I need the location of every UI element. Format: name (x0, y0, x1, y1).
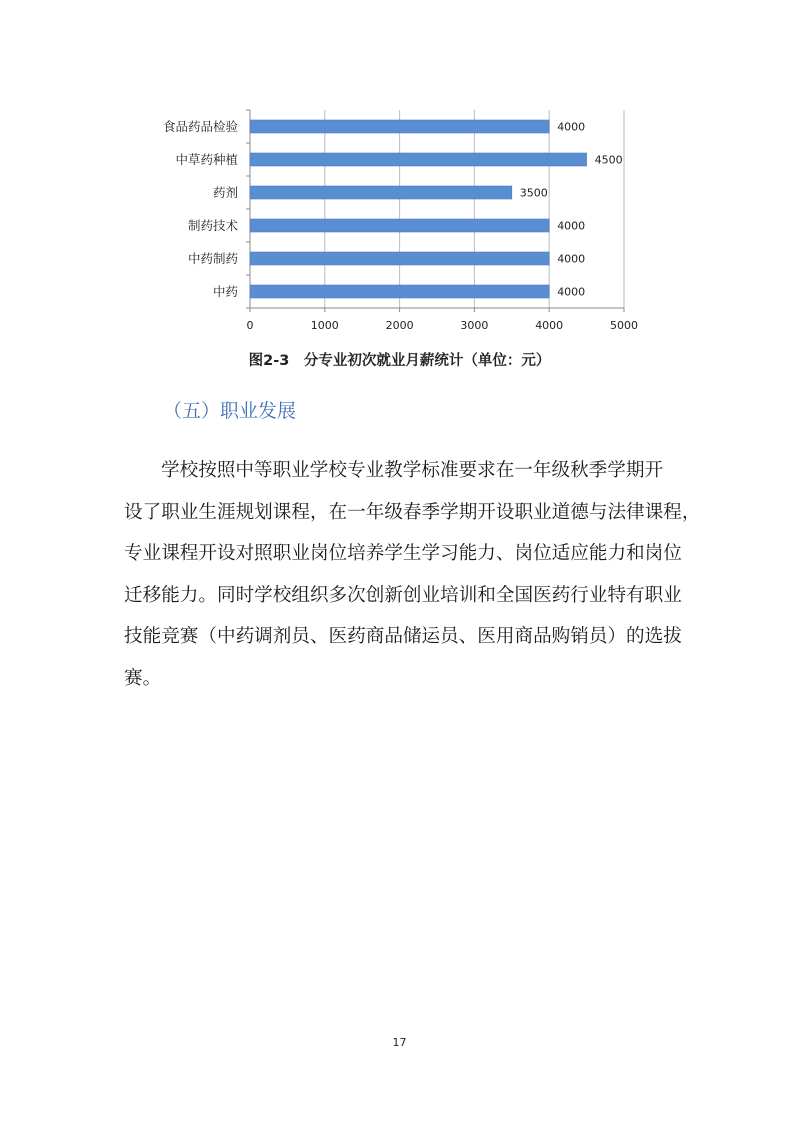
paragraph-line: 学校按照中等职业学校专业教学标准要求在一年级秋季学期开 (161, 460, 664, 481)
section-heading: （五）职业发展 (163, 400, 297, 422)
data-label: 3500 (519, 186, 548, 200)
data-label: 4000 (557, 120, 586, 134)
category-label: 中药制药 (187, 251, 238, 266)
bar (250, 219, 549, 232)
paragraph-line: 专业课程开设对照职业岗位培养学生学习能力、岗位适应能力和岗位 (124, 543, 682, 564)
bar (250, 120, 549, 133)
chart-value-labels (520, 121, 623, 299)
bar (250, 153, 587, 166)
data-label: 4000 (557, 219, 586, 233)
bar (250, 252, 549, 265)
data-label: 4000 (557, 252, 586, 266)
x-tick-label: 0 (246, 319, 254, 332)
paragraph-line: 迁移能力。同时学校组织多次创新创业培训和全国医药行业特有职业 (124, 584, 682, 606)
category-label: 药剂 (212, 185, 238, 200)
paragraph-line: 技能竞赛（中药调剂员、医药商品储运员、医用商品购销员）的选拔 (124, 626, 682, 647)
data-label: 4000 (557, 285, 586, 299)
figure-caption: 图2-3 分专业初次就业月薪统计（单位：元） (248, 353, 551, 369)
paragraph-line: 设了职业生涯规划课程，在一年级春季学期开设职业道德与法律课程， (124, 501, 701, 523)
category-label: 制药技术 (187, 218, 238, 233)
category-label: 中草药种植 (175, 152, 238, 167)
x-tick-label: 5000 (610, 319, 638, 332)
data-label: 4500 (594, 153, 623, 167)
category-label: 食品药品检验 (162, 119, 238, 134)
body-paragraph (124, 450, 701, 699)
paragraph-line: 赛。 (124, 667, 162, 689)
chart-x-axis-ticks (247, 319, 639, 332)
chart-bars (250, 120, 587, 298)
page-number: 17 (392, 1036, 407, 1049)
salary-bar-chart (140, 105, 660, 345)
x-tick-label: 3000 (460, 319, 489, 332)
category-label: 中药 (212, 284, 238, 299)
x-tick-label: 2000 (385, 319, 414, 332)
x-tick-label: 4000 (535, 319, 564, 332)
chart-category-labels (163, 119, 239, 299)
x-tick-label: 1000 (310, 319, 339, 332)
chart-gridlines (246, 110, 624, 312)
bar (250, 285, 549, 298)
bar (250, 186, 512, 199)
